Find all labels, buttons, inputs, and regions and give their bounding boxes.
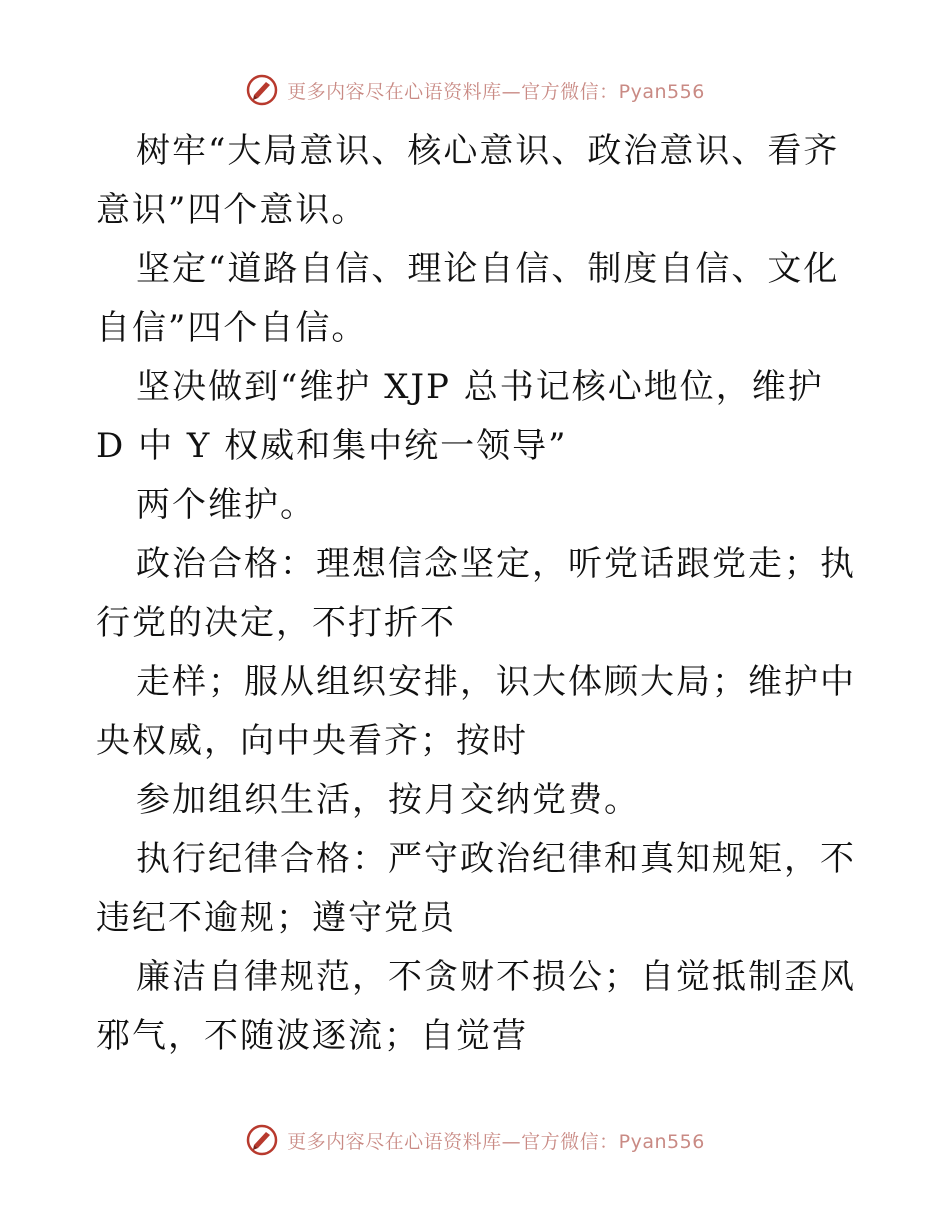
watermark-text: 更多内容尽在心语资料库—官方微信：Pyan556	[287, 1130, 705, 1153]
paragraph: 走样；服从组织安排，识大体顾大局；维护中央权威，向中央看齐；按时	[96, 662, 856, 761]
header-watermark	[0, 70, 950, 110]
pen-heart-logo-icon	[245, 73, 279, 107]
paragraph: 坚决做到“维护 XJP 总书记核心地位，维护 D 中 Y 权威和集中统一领导”	[96, 367, 837, 466]
document-body	[96, 122, 856, 1066]
paragraph: 参加组织生活，按月交纳党费。	[136, 780, 640, 820]
paragraph: 坚定“道路自信、理论自信、制度自信、文化自信”四个自信。	[96, 249, 840, 348]
watermark-text: 更多内容尽在心语资料库—官方微信：Pyan556	[287, 80, 705, 103]
paragraph: 树牢“大局意识、核心意识、政治意识、看齐意识”四个意识。	[96, 131, 840, 230]
paragraph: 两个维护。	[136, 485, 316, 525]
paragraph: 政治合格：理想信念坚定，听党话跟党走；执行党的决定，不打折不	[96, 544, 856, 643]
pen-heart-logo-icon	[245, 1123, 279, 1157]
footer-watermark	[0, 1120, 950, 1160]
paragraph: 廉洁自律规范，不贪财不损公；自觉抵制歪风邪气，不随波逐流；自觉营	[96, 957, 856, 1056]
paragraph: 执行纪律合格：严守政治纪律和真知规矩，不违纪不逾规；遵守党员	[96, 839, 856, 938]
